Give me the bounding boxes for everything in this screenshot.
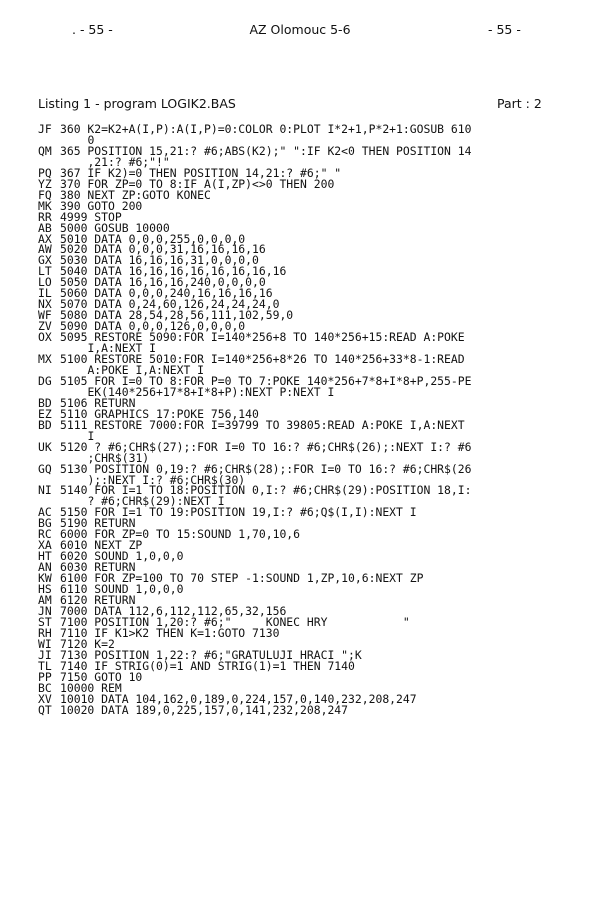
line-checksum: AW [38,242,52,257]
line-checksum: RR [38,209,52,224]
line-code: 6030 RETURN [60,560,136,575]
line-code: 5020 DATA 0,0,0,31,16,16,16,16 [60,242,266,257]
line-code: 5140 FOR I=1 TO 18:POSITION 0,I:? #6;CHR$(29):POSITION 18,I: ? #6;CHR$(29):NEXT I [60,483,472,509]
line-checksum: OX [38,330,52,345]
code-line [38,143,578,169]
line-code: 360 K2=K2+A(I,P):A(I,P)=0:COLOR 0:PLOT I*2+1,P*2+1:GOSUB 610 0 [60,122,472,147]
line-checksum: JI [38,647,52,662]
line-checksum: MK [38,198,52,213]
line-checksum: BG [38,516,52,531]
line-checksum: BD [38,395,52,410]
header-page-number-right: - 55 - [488,22,521,37]
line-code: 380 NEXT ZP:GOTO KONEC [60,187,211,202]
page-header [0,22,600,38]
line-checksum: WF [38,308,52,323]
code-line [38,702,578,717]
line-code: 5111 RESTORE 7000:FOR I=39799 TO 39805:READ A:POKE I,A:NEXT I [60,417,465,443]
line-checksum: GQ [38,461,52,476]
line-code: 10000 REM [60,680,122,695]
code-line [38,417,578,443]
line-code: 6000 FOR ZP=0 TO 15:SOUND 1,70,10,6 [60,527,301,542]
line-checksum: AN [38,560,52,575]
line-checksum: HT [38,549,52,564]
line-checksum: QM [38,143,52,158]
line-code: 7140 IF STRIG(0)=1 AND STRIG(1)=1 THEN 7140 [60,658,355,673]
line-code: 5030 DATA 16,16,16,31,0,0,0,0 [60,253,259,268]
line-checksum: LT [38,264,52,279]
line-checksum: MX [38,352,52,367]
line-checksum: BD [38,417,52,432]
line-checksum: YZ [38,176,52,191]
line-code: 5106 RETURN [60,395,136,410]
line-checksum: PQ [38,165,52,180]
line-code: 5190 RETURN [60,516,136,531]
line-checksum: EZ [38,406,52,421]
line-checksum: UK [38,439,52,454]
line-code: 365 POSITION 15,21:? #6;ABS(K2);" ":IF K2<0 THEN POSITION 14 ,21:? #6;"!" [60,143,472,169]
line-checksum: PP [38,669,52,684]
line-code: 5130 POSITION 0,19:? #6;CHR$(28);:FOR I=0 TO 16:? #6;CHR$(26 );:NEXT I:? #6;CHR$(30) [60,461,472,487]
code-line [38,124,578,146]
line-checksum: QT [38,702,52,717]
line-code: 5060 DATA 0,0,0,240,16,16,16,16 [60,286,273,301]
line-code: 7120 K=2 [60,636,115,651]
line-checksum: WI [38,636,52,651]
code-line [38,485,578,507]
line-code: 5000 GOSUB 10000 [60,220,170,235]
line-code: 6020 SOUND 1,0,0,0 [60,549,184,564]
line-code: 7000 DATA 112,6,112,112,65,32,156 [60,603,287,618]
line-checksum: JF [38,122,52,136]
code-line [38,373,578,399]
line-checksum: RC [38,527,52,542]
line-code: 390 GOTO 200 [60,198,143,213]
code-line [38,439,578,465]
line-code: 5090 DATA 0,0,0,126,0,0,0,0 [60,319,246,334]
code-line [38,625,578,640]
line-checksum: NX [38,297,52,312]
line-checksum: LO [38,275,52,290]
line-code: 370 FOR ZP=0 TO 8:IF A(I,ZP)<>0 THEN 200 [60,176,335,191]
line-checksum: AC [38,505,52,520]
line-code: 4999 STOP [60,209,122,224]
line-code: 367 IF K2)=0 THEN POSITION 14,21:? #6;" " [60,165,342,180]
line-code: 10020 DATA 189,0,225,157,0,141,232,208,247 [60,702,349,717]
line-checksum: ST [38,614,52,629]
line-checksum: ZV [38,319,52,334]
line-checksum: GX [38,253,52,268]
line-code: 6110 SOUND 1,0,0,0 [60,582,184,597]
code-line [38,332,578,354]
line-checksum: TL [38,658,52,673]
line-code: 5080 DATA 28,54,28,56,111,102,59,0 [60,308,294,323]
line-code: 7100 POSITION 1,20:? #6;" KONEC HRY " [60,614,410,629]
line-checksum: IL [38,286,52,301]
line-code: 10010 DATA 104,162,0,189,0,224,157,0,140,232,208,247 [60,691,417,706]
line-code: 7130 POSITION 1,22:? #6;"GRATULUJI HRACI ";K [60,647,362,662]
code-line [38,461,578,487]
line-code: 6100 FOR ZP=100 TO 70 STEP -1:SOUND 1,ZP,10,6:NEXT ZP [60,571,424,586]
line-checksum: AX [38,231,52,246]
line-code: 5070 DATA 0,24,60,126,24,24,24,0 [60,297,280,312]
header-page-number-left: . - 55 - [72,22,113,37]
line-code: 7150 GOTO 10 [60,669,143,684]
line-checksum: KW [38,571,52,586]
line-code: 5150 FOR I=1 TO 19:POSITION 19,I:? #6;Q$(I,I):NEXT I [60,505,417,520]
line-code: 5040 DATA 16,16,16,16,16,16,16,16 [60,264,287,279]
line-code: 5110 GRAPHICS 17:POKE 756,140 [60,406,259,421]
code-line [38,354,578,376]
line-code: 5095 RESTORE 5090:FOR I=140*256+8 TO 140*256+15:READ A:POKE I,A:NEXT I [60,330,465,356]
code-listing [38,124,578,715]
line-checksum: BC [38,680,52,695]
line-code: 7110 IF K1>K2 THEN K=1:GOTO 7130 [60,625,280,640]
line-code: 5100 RESTORE 5010:FOR I=140*256+8*26 TO 140*256+33*8-1:READ A:POKE I,A:NEXT I [60,352,465,377]
line-checksum: NI [38,483,52,498]
line-checksum: AB [38,220,52,235]
line-checksum: DG [38,373,52,388]
line-checksum: XA [38,538,52,553]
line-checksum: FQ [38,187,52,202]
line-code: 6010 NEXT ZP [60,538,143,553]
line-checksum: HS [38,582,52,597]
line-code: 5105 FOR I=0 TO 8:FOR P=0 TO 7:POKE 140*256+7*8+I*8+P,255-PE EK(140*256+17*8+I*8+P):NEXT P:NEXT I [60,373,472,399]
line-checksum: JN [38,603,52,618]
line-code: 5050 DATA 16,16,16,240,0,0,0,0 [60,275,266,290]
listing-title: Listing 1 - program LOGIK2.BAS [38,96,236,111]
line-checksum: XV [38,691,52,706]
header-title: AZ Olomouc 5-6 [249,22,351,37]
line-code: 6120 RETURN [60,592,136,607]
line-checksum: AM [38,592,52,607]
part-label: Part : 2 [497,96,542,111]
line-code: 5120 ? #6;CHR$(27);:FOR I=0 TO 16:? #6;CHR$(26);:NEXT I:? #6 ;CHR$(31) [60,439,472,465]
line-code: 5010 DATA 0,0,0,255,0,0,0,0 [60,231,246,246]
line-checksum: RH [38,625,52,640]
